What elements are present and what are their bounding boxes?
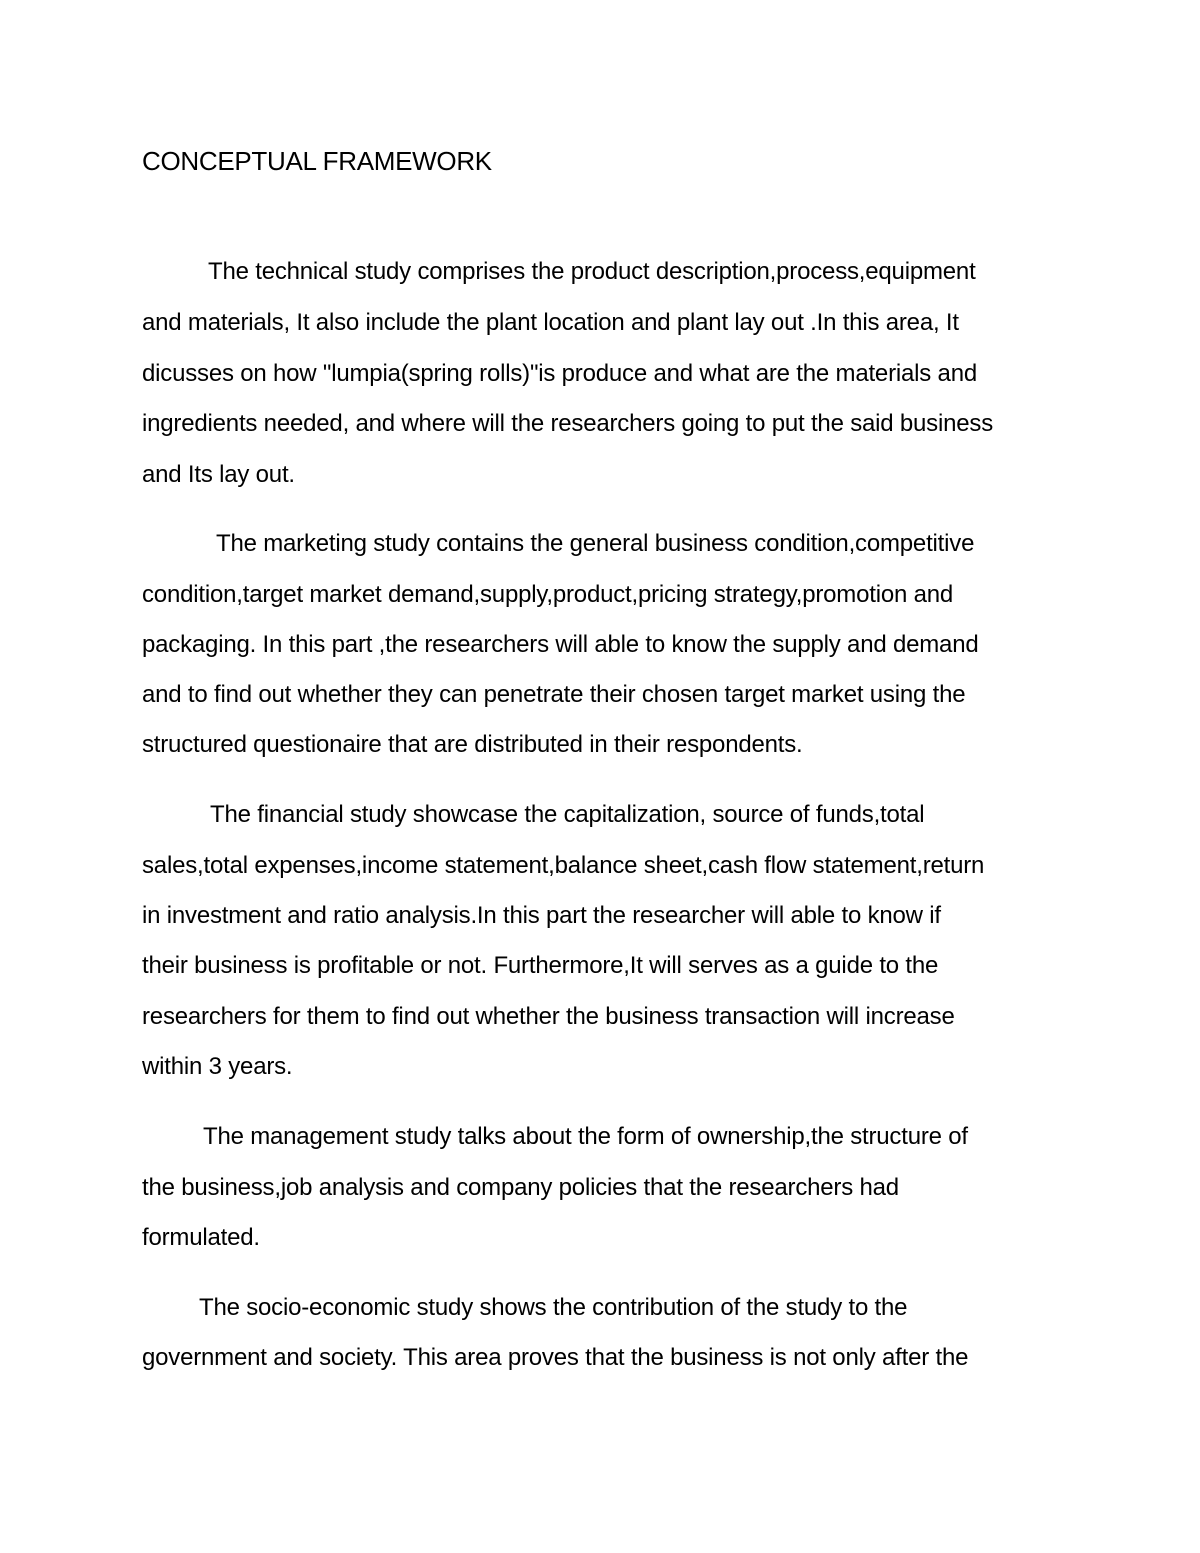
paragraph-1-line-2: and materials, It also include the plant location and plant lay out .In this area, It: [142, 309, 959, 336]
page-title: CONCEPTUAL FRAMEWORK: [142, 146, 492, 176]
paragraph-4-line-2: the business,job analysis and company policies that the researchers had: [142, 1174, 899, 1201]
paragraph-4-line-1: The management study talks about the form of ownership,the structure of: [203, 1123, 968, 1150]
paragraph-1-line-1: The technical study comprises the product description,process,equipment: [208, 258, 976, 285]
paragraph-3-line-6: within 3 years.: [142, 1053, 293, 1080]
paragraph-3-line-2: sales,total expenses,income statement,balance sheet,cash flow statement,return: [142, 852, 985, 879]
paragraph-5-line-1: The socio-economic study shows the contribution of the study to the: [199, 1294, 908, 1321]
paragraph-1-line-5: and Its lay out.: [142, 461, 295, 488]
paragraph-3-line-3: in investment and ratio analysis.In this part the researcher will able to know if: [142, 902, 941, 929]
paragraph-3-line-4: their business is profitable or not. Furthermore,It will serves as a guide to the: [142, 952, 939, 979]
paragraph-2-line-4: and to find out whether they can penetrate their chosen target market using the: [142, 681, 966, 708]
paragraph-2-line-5: structured questionaire that are distributed in their respondents.: [142, 731, 803, 758]
paragraph-2-line-1: The marketing study contains the general business condition,competitive: [216, 530, 975, 557]
paragraph-3-line-1: The financial study showcase the capitalization, source of funds,total: [210, 801, 925, 828]
paragraph-2-line-3: packaging. In this part ,the researchers will able to know the supply and demand: [142, 631, 979, 658]
paragraph-1-line-3: dicusses on how "lumpia(spring rolls)"is produce and what are the materials and: [142, 360, 977, 387]
paragraph-1-line-4: ingredients needed, and where will the researchers going to put the said business: [142, 410, 994, 437]
paragraph-5-line-2: government and society. This area proves that the business is not only after the: [142, 1344, 969, 1371]
paragraph-4-line-3: formulated.: [142, 1224, 260, 1251]
paragraph-3-line-5: researchers for them to find out whether the business transaction will increase: [142, 1003, 955, 1030]
paragraph-2-line-2: condition,target market demand,supply,product,pricing strategy,promotion and: [142, 581, 954, 608]
